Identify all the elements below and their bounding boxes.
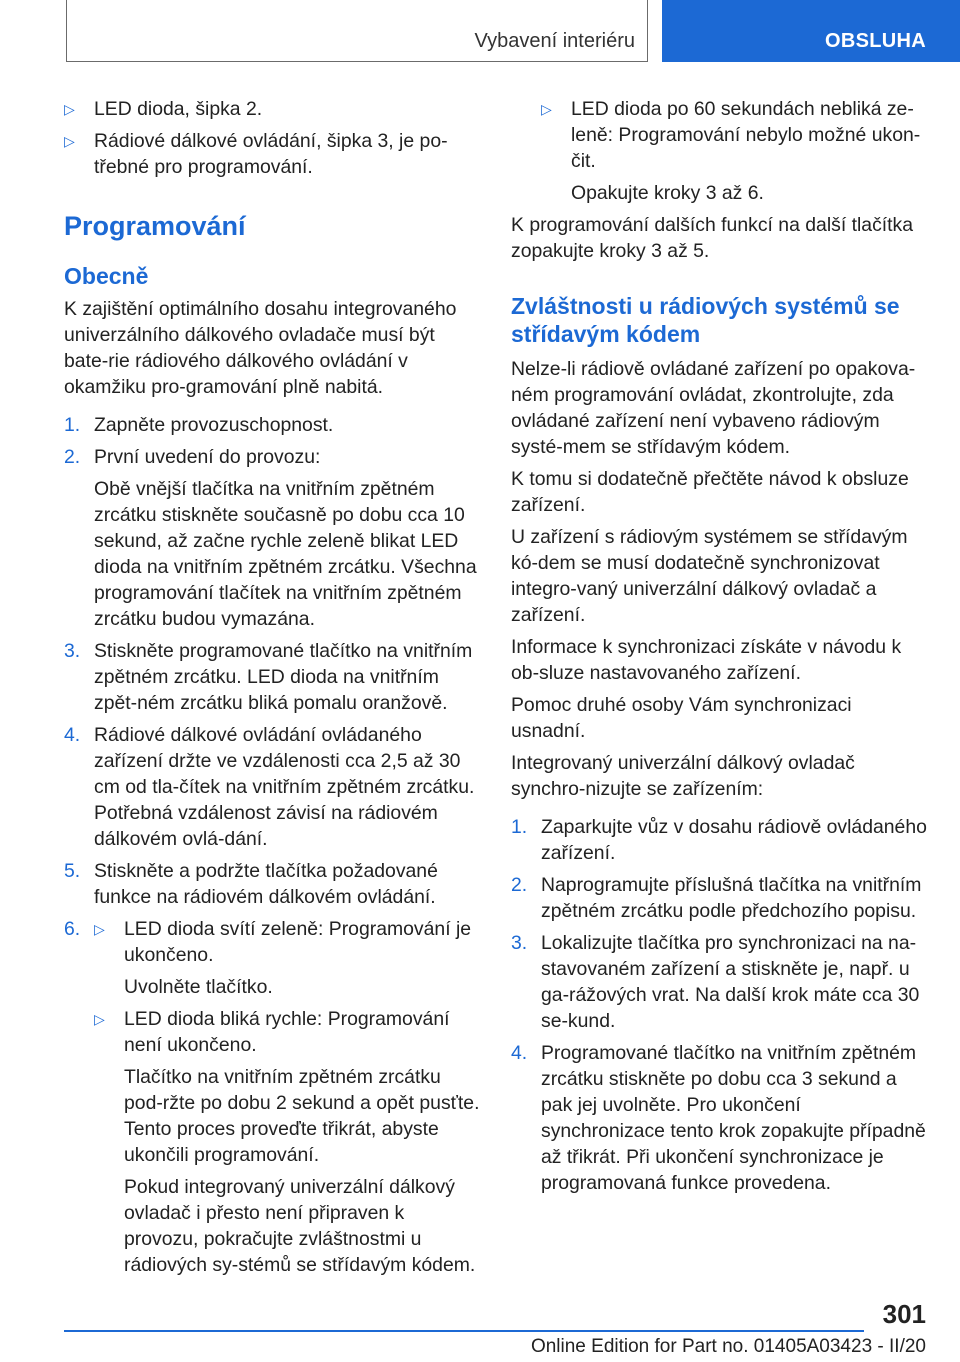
right-column [511, 96, 929, 1202]
paragraph: Integrovaný univerzální dálkový ovladač synchro-nizujte se zařízením: [511, 752, 855, 800]
step-item [64, 412, 480, 438]
step-item [511, 930, 929, 1034]
step-item [64, 444, 480, 632]
step-number: 1. [511, 816, 528, 838]
bullet-text: LED dioda, šipka 2. [94, 98, 263, 120]
section-tab [66, 0, 648, 62]
bullet-text: LED dioda svítí zeleně: Programování je ukončeno. [124, 918, 472, 966]
step-number: 2. [64, 446, 81, 468]
bullet-item [64, 96, 480, 122]
triangle-bullet-icon: ▷ [94, 1011, 105, 1027]
step-number: 3. [511, 932, 528, 954]
step-text: Zaparkujte vůz v dosahu rádiově ovládaného zařízení. [541, 816, 927, 864]
page-header [0, 0, 960, 64]
bullet-subtext: Pokud integrovaný univerzální dálkový ovladač i přesto není připraven k provozu, pokračujte zvláštnostmi u rádiových sy-stémů se střídavým kódem. [124, 1176, 476, 1276]
bullet-text: LED dioda po 60 sekundách nebliká ze-leně: Programování nebylo možné ukon-čit. [571, 98, 921, 172]
triangle-bullet-icon: ▷ [541, 101, 552, 117]
edition-text: Online Edition for Part no. 01405A03423 - II/20 [530, 1336, 926, 1357]
section-title: Vybavení interiéru [474, 30, 635, 52]
page-number: 301 [882, 1299, 926, 1329]
step-number: 1. [64, 414, 81, 436]
step-item [511, 814, 929, 866]
bullet-item [94, 916, 480, 1000]
step-item [64, 638, 480, 716]
bullet-text: Rádiové dálkové ovládání, šipka 3, je po-třebné pro programování. [94, 130, 448, 178]
step-number: 3. [64, 640, 81, 662]
left-column [64, 96, 480, 1290]
paragraph: Nelze-li rádiově ovládané zařízení po opakova-ném programování ovládat, zkontrolujte, zda ovládané zařízení není vybaveno rádiovým systé-mem se střídavým kódem. [511, 358, 916, 458]
step-text: Lokalizujte tlačítka pro synchronizaci na na-stavovaném zařízení a stiskněte je, např. u ga-rážových vrat. Na další krok máte cca 30 se-kund. [541, 932, 920, 1032]
chapter-title: OBSLUHA [825, 30, 926, 52]
step-number: 4. [511, 1042, 528, 1064]
heading-programovani: Programování [64, 211, 246, 241]
footer-divider [64, 1330, 864, 1332]
step-subtext: Obě vnější tlačítka na vnitřním zpětném zrcátku stiskněte současně po dobu cca 10 sekund, až začne rychle zeleně blikat LED dioda na vnitřním zpětném zrcátku. Všechna programování tlačítek na vnitřním zpětném zrcátku budou vymazána. [94, 478, 477, 630]
paragraph: K zajištění optimálního dosahu integrovaného univerzálního dálkového ovladače musí být bate-rie rádiového dálkového ovládání v okamžiku pro-gramování plně nabitá. [64, 298, 457, 398]
step-text: První uvedení do provozu: [94, 446, 321, 468]
step-text: Stiskněte a podržte tlačítka požadované funkce na rádiovém dálkovém ovládání. [94, 860, 438, 908]
step-number: 5. [64, 860, 81, 882]
heading-stridavy-kod: Zvláštnosti u rádiových systémů se střídavým kódem [511, 293, 900, 347]
step-number: 2. [511, 874, 528, 896]
step-text: Rádiové dálkové ovládání ovládaného zařízení držte ve vzdálenosti cca 2,5 až 30 cm od tla-čítek na vnitřním zpětném zrcátku. Potřebná vzdálenost závisí na rádiovém dálkovém ovlá-dání. [94, 724, 475, 850]
step-number: 4. [64, 724, 81, 746]
triangle-bullet-icon: ▷ [64, 133, 75, 149]
paragraph: Pomoc druhé osoby Vám synchronizaci usnadní. [511, 694, 852, 742]
step-item [511, 1040, 929, 1196]
step-text: Zapněte provozuschopnost. [94, 414, 334, 436]
step-item [64, 722, 480, 852]
heading-obecne: Obecně [64, 263, 149, 289]
step-text: Stiskněte programované tlačítko na vnitřním zpětném zrcátku. LED dioda na vnitřním zpět-ném zrcátku bliká pomalu oranžově. [94, 640, 473, 714]
bullet-subtext: Opakujte kroky 3 až 6. [571, 182, 764, 204]
bullet-item [64, 128, 480, 180]
chapter-tab [662, 0, 960, 62]
bullet-text: LED dioda bliká rychle: Programování není ukončeno. [124, 1008, 450, 1056]
step-text: Programované tlačítko na vnitřním zpětném zrcátku stiskněte po dobu cca 3 sekund a pak jej uvolněte. Pro ukončení synchronizace tento krok zopakujte případně až třikrát. Při ukončení synchronizace je programovaná funkce provedena. [541, 1042, 926, 1194]
paragraph: K tomu si dodatečně přečtěte návod k obsluze zařízení. [511, 468, 909, 516]
bullet-subtext: Tlačítko na vnitřním zpětném zrcátku pod-ržte po dobu 2 sekund a opět pusťte. Tento proces proveďte třikrát, abyste ukončili programování. [124, 1066, 480, 1166]
triangle-bullet-icon: ▷ [94, 921, 105, 937]
step-item [64, 916, 480, 1284]
step-text: Naprogramujte příslušná tlačítka na vnitřním zpětném zrcátku podle předchozího popisu. [541, 874, 922, 922]
paragraph: U zařízení s rádiovým systémem se střídavým kó-dem se musí dodatečně synchronizovat integro-vaný univerzální dálkový ovladač a zařízení. [511, 526, 908, 626]
step-number: 6. [64, 918, 81, 940]
bullet-item [94, 1006, 480, 1278]
step-item [511, 872, 929, 924]
triangle-bullet-icon: ▷ [64, 101, 75, 117]
step-item [64, 858, 480, 910]
paragraph: K programování dalších funkcí na další tlačítka zopakujte kroky 3 až 5. [511, 214, 914, 262]
bullet-item [541, 96, 929, 206]
paragraph: Informace k synchronizaci získáte v návodu k ob-sluze nastavovaného zařízení. [511, 636, 902, 684]
bullet-subtext: Uvolněte tlačítko. [124, 976, 273, 998]
